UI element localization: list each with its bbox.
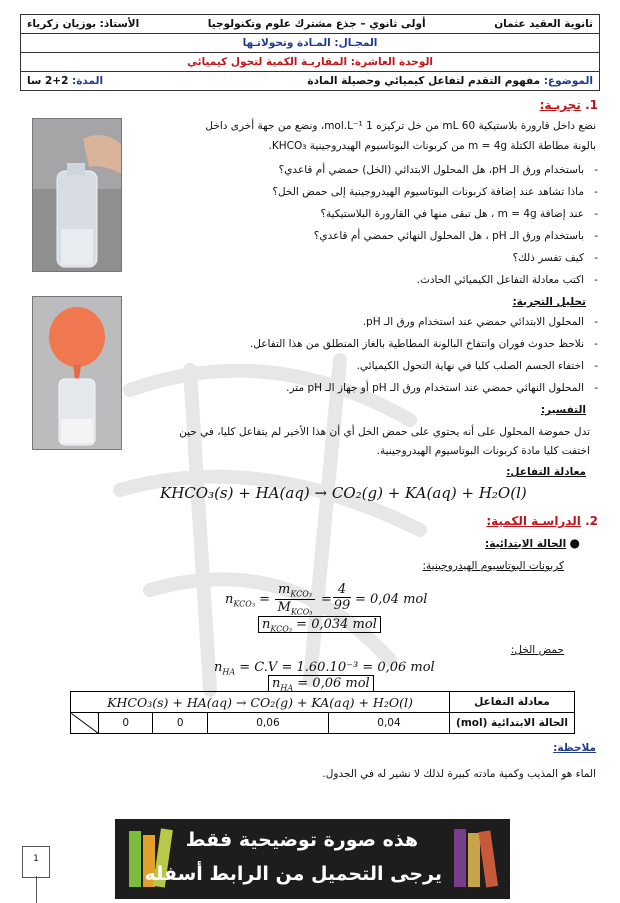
khco3-title: كربونات البوتاسيوم الهيدروجينية: <box>422 560 564 572</box>
unit-title: الوحدة العاشرة: المقاربـة الكمية لتحول كيميائي <box>187 56 433 68</box>
interpretation-title: التفسير: <box>540 404 586 416</box>
acid-formula: $n_{HA} = C.V = 1.60.10^{-3} = 0,06$ mol <box>214 660 435 677</box>
analysis-item: - المحلول الابتدائي حمضي عند استخدام ورق الـ pH. <box>363 316 584 328</box>
khco3-formula: $n_{KCO_3}$ = $m_{KCO_3}$ $M_{KCO_3}$ = 4 99 = 0,04 mol <box>225 582 428 617</box>
question-item: - باستخدام ورق الـ pH، هل المحلول الابتدائي (الخل) حمضي أم قاعدي؟ <box>279 164 584 176</box>
topic-label: الموضوع: <box>543 75 593 87</box>
banner-line-2: يرجى التحميل من الرابط أسفله <box>144 863 442 885</box>
analysis-item: - نلاحظ حدوث فوران وانتفاخ البالونة المطاطية بالغاز المنطلق من هذا التفاعل. <box>250 338 584 350</box>
interpretation-line-2: اختفت كليا مادة كربونات البوتاسيوم الهيدروجينية. <box>376 445 590 457</box>
section2-title: الدراسـة الكمية: <box>486 514 581 528</box>
acid-result-box: $n_{HA} = 0,06$ mol <box>268 676 374 693</box>
school-name: ثانوية العقيد عثمان <box>494 18 593 30</box>
progress-table <box>70 691 575 734</box>
page-line <box>36 876 37 903</box>
balloon-photo <box>32 296 122 450</box>
question-item: - اكتب معادلة التفاعل الكيميائي الحادث. <box>417 274 584 286</box>
table-equation-cell: KHCO₃(s) + HA(aq) → CO₂(g) + KA(aq) + H₂O(l) <box>71 692 450 713</box>
section2-heading: 2. الدراسـة الكمية: <box>486 514 598 528</box>
section1-heading: 1. تجربـة: <box>539 98 598 112</box>
khco3-result-box: $n_{KCO_3} = 0,034$ mol <box>258 617 381 634</box>
topic-value: مفهوم التقدم لتفاعل كيميائي وحصيلة المادة <box>307 75 541 87</box>
initial-state-label: الحالة الابتدائية: <box>485 538 567 550</box>
interpretation-line-1: تدل حموضة المحلول على أنه يحتوي على حمض الخل أي أن هذا الأخير لم يتفاعل كليا، في حين <box>179 426 590 438</box>
intro-line-2: بالونة مطاطة الكتلة m = 4g من كربونات البوتاسيوم الهيدروجينية KHCO₃. <box>268 140 596 152</box>
section1-title: تجربـة: <box>539 98 581 112</box>
question-item: - عند إضافة m = 4g ، هل تبقى منها في القارورة البلاستيكية؟ <box>320 208 584 220</box>
table-row <box>71 692 575 713</box>
acid-title: حمض الخل: <box>510 644 564 656</box>
domain-label: المجـال: <box>334 37 378 49</box>
header-table <box>20 14 600 91</box>
table-cell: 0,04 <box>328 713 449 734</box>
bottle-photo <box>32 118 122 272</box>
duration-label: المدة: <box>72 75 104 87</box>
table-cell-diagonal <box>71 713 99 734</box>
analysis-item: - اختفاء الجسم الصلب كليا في نهاية التحول الكيميائي. <box>357 360 584 372</box>
table-cell: 0,06 <box>207 713 328 734</box>
table-row <box>71 713 575 734</box>
question-item: - باستخدام ورق الـ pH ، هل المحلول النهائي حمضي أم قاعدي؟ <box>314 230 584 242</box>
books-icon <box>450 827 500 891</box>
intro-line-1: نضع داخل قارورة بلاستيكية 60 mL من خل تركيزه 1 mol.L⁻¹، ونضع من جهة أخرى داخل <box>205 120 596 132</box>
class-level: أولى ثانوي – جذع مشترك علوم وتكنولوجيا <box>207 18 426 30</box>
table-row-label: الحالة الابتدائية (mol) <box>450 713 575 734</box>
equation-title: معادلة التفاعل: <box>506 466 586 478</box>
teacher-name: الأستاذ: بوزيان زكرياء <box>27 18 140 30</box>
duration-value: 2+2 سا <box>27 75 69 87</box>
table-cell: 0 <box>98 713 153 734</box>
table-cell: 0 <box>153 713 208 734</box>
note-text: الماء هو المذيب وكمية مادته كبيرة لذلك لا نشير له في الجدول. <box>322 768 596 780</box>
banner-line-1: هذه صورة توضيحية فقط <box>185 829 418 851</box>
analysis-item: - المحلول النهائي حمضي عند استخدام ورق الـ pH أو جهاز الـ pH متر. <box>286 382 584 394</box>
analysis-title: تحليل التجربة: <box>512 296 586 308</box>
download-banner[interactable] <box>115 819 510 899</box>
table-header-label: معادلة التفاعل <box>450 692 575 713</box>
question-item: - كيف تفسر ذلك؟ <box>513 252 584 264</box>
initial-state-heading: ● الحالة الابتدائية: <box>485 536 580 550</box>
page-number: 1 <box>22 846 50 878</box>
note-title: ملاحظة: <box>553 742 596 754</box>
reaction-equation: KHCO₃(s) + HA(aq) → CO₂(g) + KA(aq) + H₂O(l) <box>160 484 527 502</box>
question-item: - ماذا تشاهد عند إضافة كربونات البوتاسيوم الهيدروجينية إلى حمض الخل؟ <box>272 186 584 198</box>
domain-value: المـادة وتحولاتـها <box>242 37 331 49</box>
